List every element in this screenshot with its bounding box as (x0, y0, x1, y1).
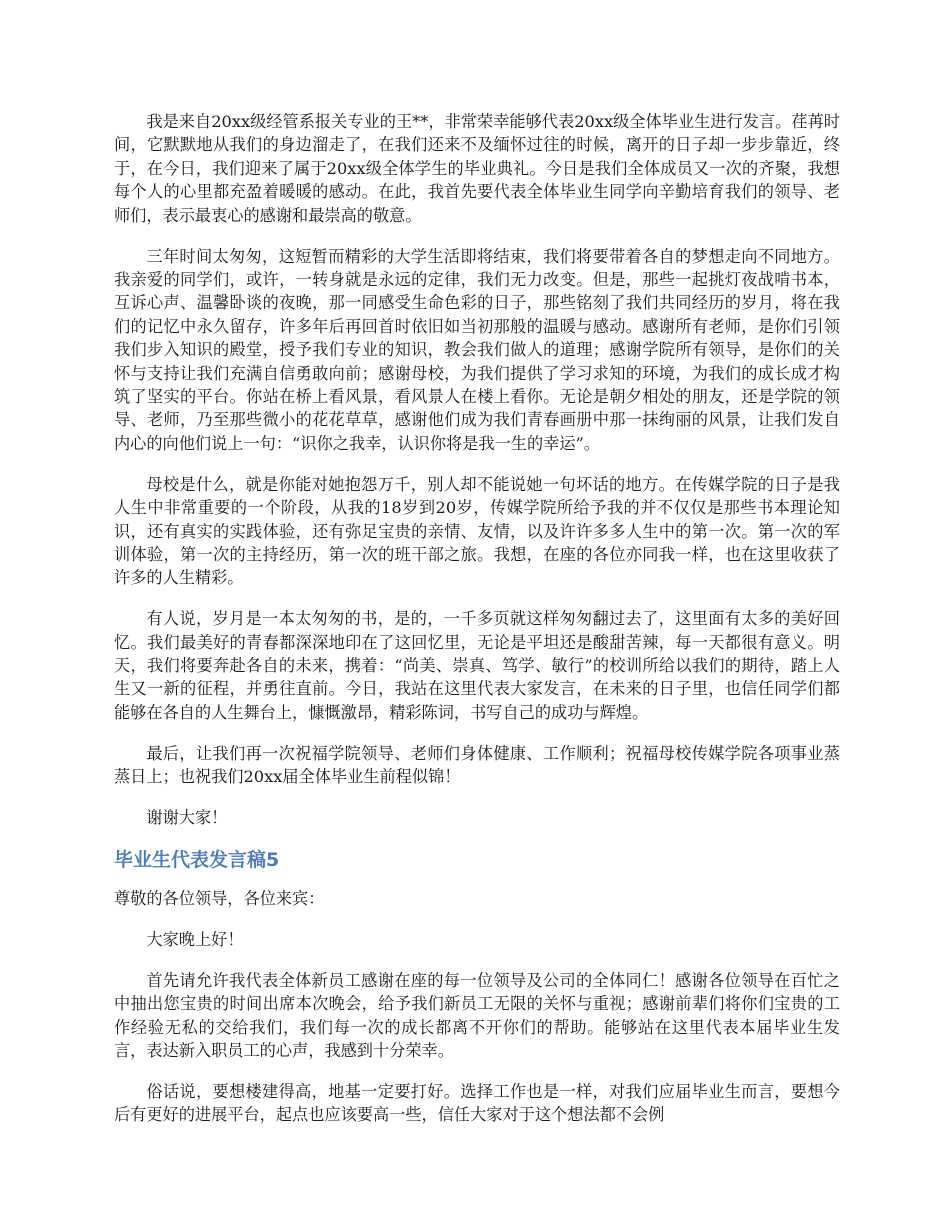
salutation: 尊敬的各位领导，各位来宾： (114, 888, 325, 908)
section-heading: 毕业生代表发言稿5 (114, 848, 280, 871)
body-paragraph: 有人说，岁月是一本太匆匆的书，是的，一千多页就这样匆匆翻过去了，这里面有太多的美好回忆。我们最美好的青春都深深地印在了这回忆里，无论是平坦还是酸甜苦辣，每一天都很有意义。明天，我们将要奔赴各自的未来，携着：“尚美、崇真、笃学、敏行”的校训所给以我们的期待，踏上人生又一新的征程，并勇往直前。今日，我站在这里代表大家发言，在未来的日子里，也信任同学们都能够在各自的人生舞台上，慷慨激昂，精彩陈词，书写自己的成功与辉煌。 (114, 609, 840, 722)
body-paragraph: 我是来自20xx级经管系报关专业的王**，非常荣幸能够代表20xx级全体毕业生进行发言。荏苒时间，它默默地从我们的身边溜走了，在我们还来不及缅怀过往的时候，离开的日子却一步步靠近，终于，在今日，我们迎来了属于20xx级全体学生的毕业典礼。今日是我们全体成员又一次的齐聚，我想每个人的心里都充盈着暖暖的感动。在此，我首先要代表全体毕业生同学向辛勤培育我们的领导、老师们，表示最衷心的感谢和最崇高的敬意。 (114, 112, 840, 225)
document-page (114, 110, 840, 1144)
greeting: 大家晚上好！ (146, 929, 244, 949)
body-paragraph: 最后，让我们再一次祝福学院领导、老师们身体健康、工作顺利；祝福母校传媒学院各项事业蒸蒸日上；也祝我们20xx届全体毕业生前程似锦！ (114, 743, 840, 787)
body-paragraph: 三年时间太匆匆，这短暂而精彩的大学生活即将结束，我们将要带着各自的梦想走向不同地方。我亲爱的同学们，或许，一转身就是永远的定律，我们无力改变。但是，那些一起挑灯夜战啃书本，互诉心声、温馨卧谈的夜晚，那一同感受生命色彩的日子，那些铭刻了我们共同经历的岁月，将在我们的记忆中永久留存，许多年后再回首时依旧如当初那般的温暖与感动。感谢所有老师，是你们引领我们步入知识的殿堂，授予我们专业的知识，教会我们做人的道理；感谢学院所有领导，是你们的关怀与支持让我们充满自信勇敢向前；感谢母校，为我们提供了学习求知的环境，为我们的成长成才构筑了坚实的平台。你站在桥上看风景，看风景人在楼上看你。无论是朝夕相处的朋友，还是学院的领导、老师，乃至那些微小的花花草草，感谢他们成为我们青春画册中那一抹绚丽的风景，让我们发自内心的向他们说上一句：“识你之我幸，认识你将是我一生的幸运”。 (114, 246, 840, 453)
closing-thanks: 谢谢大家！ (146, 808, 228, 828)
body-paragraph: 母校是什么，就是你能对她抱怨万千，别人却不能说她一句坏话的地方。在传媒学院的日子是我人生中非常重要的一个阶段，从我的18岁到20岁，传媒学院所给予我的并不仅仅是那些书本理论知识，还有真实的实践体验，还有弥足宝贵的亲情、友情，以及许许多多人生中的第一次。第一次的军训体验，第一次的主持经历，第一次的班干部之旅。我想，在座的各位亦同我一样，也在这里收获了许多的人生精彩。 (114, 474, 840, 588)
body-paragraph: 首先请允许我代表全体新员工感谢在座的每一位领导及公司的全体同仁！感谢各位领导在百忙之中抽出您宝贵的时间出席本次晚会，给予我们新员工无限的关怀与重视；感谢前辈们将你们宝贵的工作经验无私的交给我们，我们每一次的成长都离不开你们的帮助。能够站在这里代表本届毕业生发言，表达新入职员工的心声，我感到十分荣幸。 (114, 970, 840, 1060)
body-paragraph: 俗话说，要想楼建得高，地基一定要打好。选择工作也是一样，对我们应届毕业生而言，要想今后有更好的进展平台，起点也应该要高一些，信任大家对于这个想法都不会例 (114, 1081, 840, 1125)
